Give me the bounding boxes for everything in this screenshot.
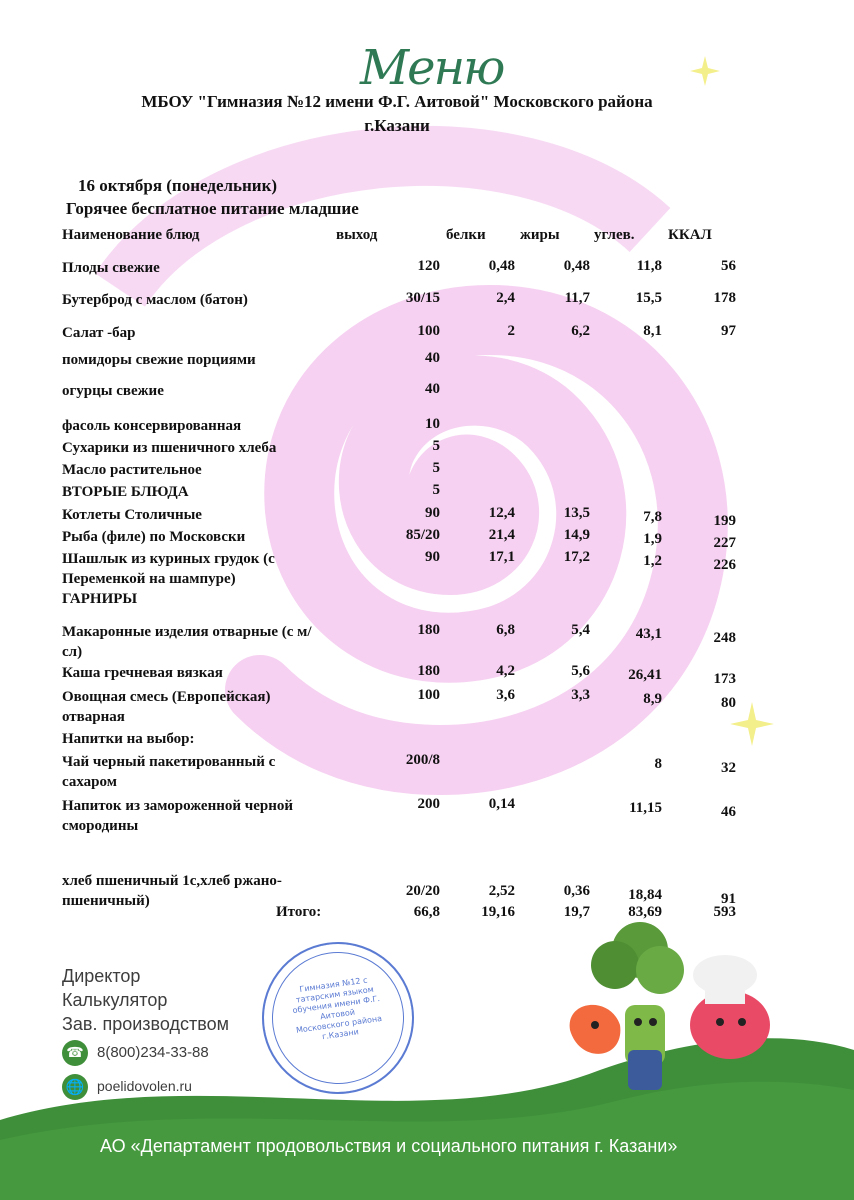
dish-kcal: 199 — [713, 513, 736, 529]
dish-weight: 100 — [417, 687, 440, 703]
total-label: Итого: — [276, 904, 322, 920]
dish-fat: 6,2 — [571, 323, 590, 339]
dish-name: фасоль консервированная — [62, 418, 242, 434]
dish-weight: 180 — [417, 622, 440, 638]
dish-weight: 200 — [417, 796, 440, 812]
dish-carbs: 15,5 — [635, 290, 662, 306]
total-kcal: 593 — [713, 904, 736, 920]
dish-kcal: 178 — [713, 290, 736, 306]
dish-protein: 4,2 — [496, 663, 515, 679]
dish-protein: 21,4 — [488, 527, 515, 543]
dish-fat: 11,7 — [564, 290, 590, 306]
dish-name: Котлеты Столичные — [62, 507, 202, 523]
dish-protein: 2,4 — [496, 290, 515, 306]
dish-kcal: 91 — [721, 891, 736, 907]
total-fat: 19,7 — [563, 904, 590, 920]
dish-weight: 20/20 — [405, 883, 440, 899]
dish-name: Каша гречневая вязкая — [62, 665, 223, 681]
dish-weight: 40 — [425, 350, 440, 366]
dish-protein: 6,8 — [496, 622, 515, 638]
dish-kcal: 97 — [721, 323, 736, 339]
dish-kcal: 32 — [721, 760, 736, 776]
menu-subtitle: Горячее бесплатное питание младшие — [66, 199, 359, 218]
globe-icon: 🌐 — [62, 1074, 88, 1100]
col-kcal-header: ККАЛ — [668, 227, 712, 243]
dish-kcal: 56 — [721, 258, 736, 274]
dish-carbs: 8,1 — [643, 323, 662, 339]
dish-carbs: 1,9 — [643, 531, 662, 547]
dish-protein: 12,4 — [488, 505, 515, 521]
dish-weight: 40 — [425, 381, 440, 397]
total-protein: 19,16 — [481, 904, 515, 920]
director-label: Директор — [62, 966, 141, 986]
menu-logo: Меню — [360, 40, 504, 96]
dish-weight: 5 — [432, 482, 440, 498]
dish-weight: 30/15 — [405, 290, 440, 306]
star-icon — [690, 56, 720, 86]
school-title: МБОУ "Гимназия №12 имени Ф.Г. Аитовой" Московского района — [141, 92, 653, 111]
manager-label: Зав. производством — [62, 1014, 229, 1034]
dish-fat: 5,6 — [571, 663, 590, 679]
dish-protein: 17,1 — [488, 549, 515, 565]
stamp-text: Гимназия №12 с татарским языком обучения имени Ф.Г. Аитовой Московского района г.Казани — [292, 975, 383, 1042]
col-name-header: Наименование блюд — [62, 227, 200, 243]
phone-icon: ☎ — [62, 1040, 88, 1066]
dish-name: Сухарики из пшеничного хлеба — [62, 440, 277, 456]
school-city: г.Казани — [364, 116, 430, 135]
dish-carbs: 11,15 — [629, 800, 662, 816]
dish-name: Шашлык из куриных грудок (с Переменкой на шампуре) — [62, 551, 275, 587]
dish-weight: 180 — [417, 663, 440, 679]
dish-weight: 120 — [417, 258, 440, 274]
dish-weight: 90 — [425, 505, 440, 521]
total-weight: 66,8 — [413, 904, 440, 920]
phone-number[interactable]: 8(800)234-33-88 — [97, 1044, 209, 1061]
dish-carbs: 18,84 — [628, 887, 662, 903]
dish-protein: 3,6 — [496, 687, 515, 703]
dish-protein: 2 — [507, 323, 515, 339]
dish-kcal: 248 — [713, 630, 736, 646]
dish-carbs: 26,41 — [628, 667, 662, 683]
dish-name: Напитки на выбор: — [62, 731, 195, 747]
dish-name: Чай черный пакетированный с сахаром — [62, 754, 276, 790]
dish-carbs: 8,9 — [643, 691, 662, 707]
col-weight-header: выход — [336, 227, 378, 243]
dish-weight: 200/8 — [405, 752, 440, 768]
dish-weight: 100 — [417, 323, 440, 339]
dish-carbs: 11,8 — [636, 258, 662, 274]
dish-weight: 90 — [425, 549, 440, 565]
dish-protein: 0,48 — [488, 258, 515, 274]
dish-protein: 0,14 — [488, 796, 515, 812]
dish-name: Плоды свежие — [62, 260, 160, 276]
dish-kcal: 46 — [721, 804, 736, 820]
dish-name: ГАРНИРЫ — [62, 591, 138, 607]
dish-name: огурцы свежие — [62, 383, 164, 399]
star-icon — [730, 702, 774, 746]
col-fat-header: жиры — [520, 227, 560, 243]
dish-carbs: 8 — [654, 756, 662, 772]
dish-fat: 0,36 — [563, 883, 590, 899]
dish-name: Рыба (филе) по Московски — [62, 529, 246, 545]
total-carbs: 83,69 — [628, 904, 662, 920]
dish-name: ВТОРЫЕ БЛЮДА — [62, 484, 189, 500]
dish-protein: 2,52 — [488, 883, 515, 899]
dish-name: Бутерброд с маслом (батон) — [62, 292, 248, 308]
dish-name: помидоры свежие порциями — [62, 352, 256, 368]
dish-fat: 5,4 — [571, 622, 590, 638]
dish-weight: 10 — [425, 416, 440, 432]
dish-kcal: 173 — [713, 671, 736, 687]
dish-name: Напиток из замороженной черной смородины — [62, 798, 294, 834]
dish-carbs: 43,1 — [635, 626, 662, 642]
dish-weight: 5 — [432, 460, 440, 476]
website-link[interactable]: poelidovolen.ru — [97, 1078, 192, 1094]
dish-name: Овощная смесь (Европейская) отварная — [62, 689, 271, 725]
dish-fat: 14,9 — [563, 527, 590, 543]
calculator-label: Калькулятор — [62, 990, 168, 1010]
col-carbs-header: углев. — [594, 227, 635, 243]
col-protein-header: белки — [446, 227, 486, 243]
dish-name: Макаронные изделия отварные (с м/сл) — [62, 624, 312, 660]
dish-carbs: 7,8 — [643, 509, 662, 525]
dish-kcal: 80 — [721, 695, 736, 711]
dish-fat: 0,48 — [563, 258, 590, 274]
dish-fat: 13,5 — [563, 505, 590, 521]
dish-name: хлеб пшеничный 1с,хлеб ржано-пшеничный) — [62, 873, 282, 909]
dish-weight: 5 — [432, 438, 440, 454]
dish-name: Масло растительное — [62, 462, 202, 478]
dish-kcal: 227 — [713, 535, 736, 551]
menu-date: 16 октября (понедельник) — [78, 176, 278, 195]
footer-org: АО «Департамент продовольствия и социального питания г. Казани» — [100, 1136, 678, 1156]
dish-name: Салат -бар — [62, 325, 136, 341]
dish-fat: 17,2 — [563, 549, 590, 565]
dish-fat: 3,3 — [571, 687, 590, 703]
vegetable-mascots-illustration — [520, 910, 820, 1120]
dish-carbs: 1,2 — [643, 553, 662, 569]
dish-weight: 85/20 — [405, 527, 440, 543]
dish-kcal: 226 — [713, 557, 736, 573]
